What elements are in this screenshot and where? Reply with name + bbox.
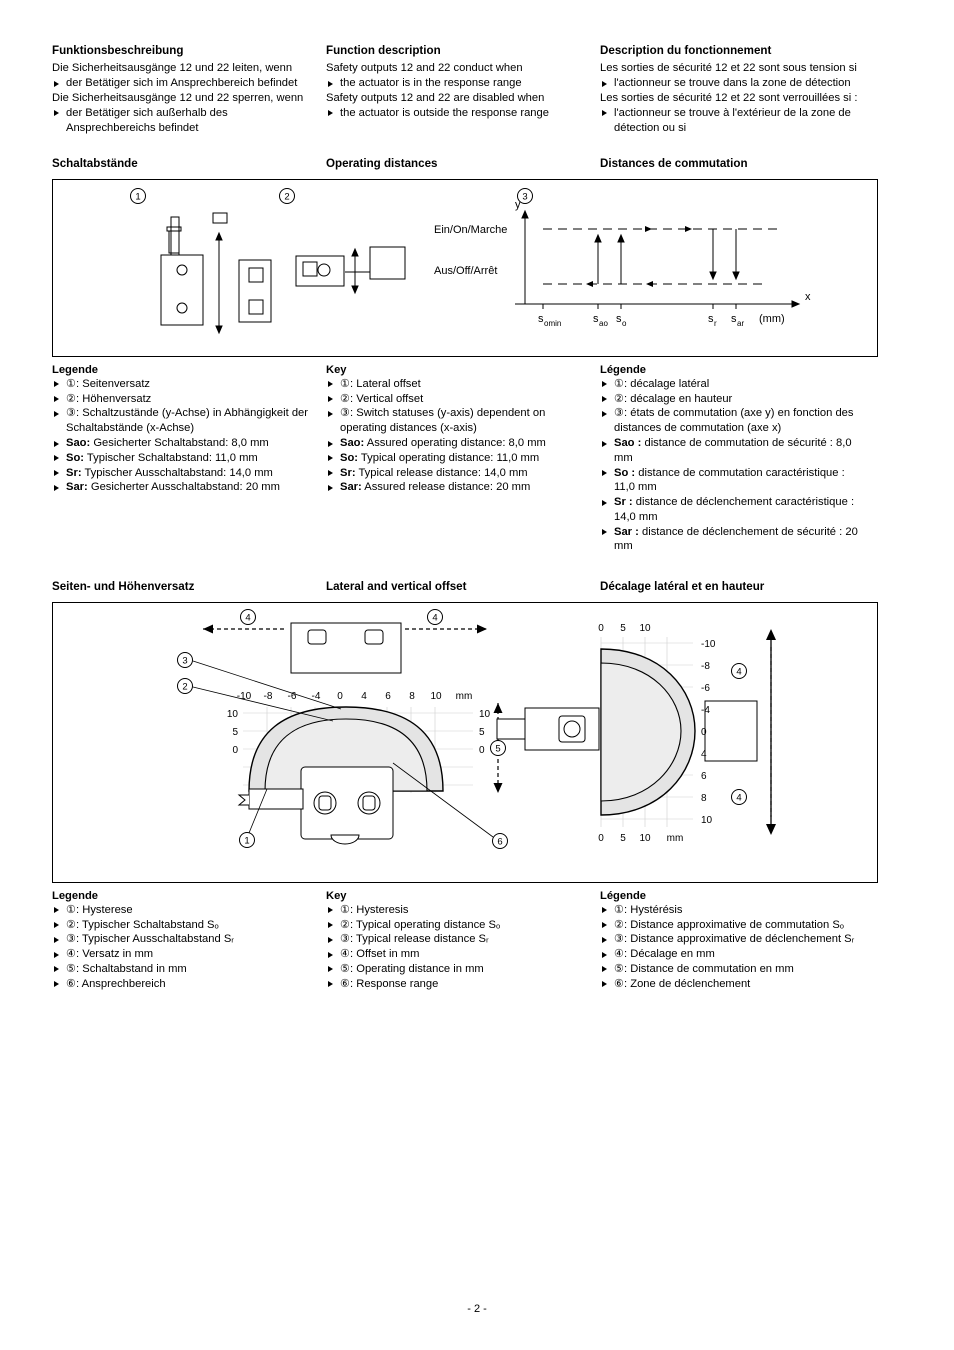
legend-german — [52, 364, 322, 554]
svg-text:o: o — [622, 318, 627, 328]
list-item: ①: Hystérésis — [600, 903, 862, 918]
svg-text:6: 6 — [701, 770, 707, 782]
heading-schaltabstaende: Schaltabstände — [52, 157, 138, 171]
list-item: l'actionneur se trouve à l'extérieur de la zone de détection ou si — [600, 106, 862, 136]
list-item: ①: Hysteresis — [326, 903, 588, 918]
paragraph-de-2: Die Sicherheitsausgänge 12 und 22 sperren, wenn — [52, 92, 304, 105]
list-item: ①: décalage latéral — [600, 377, 862, 392]
list-item: ②: Vertical offset — [326, 392, 588, 407]
operating-distances-legend — [52, 364, 878, 554]
svg-text:-10: -10 — [701, 638, 716, 650]
offset-legend-list-de — [52, 903, 314, 992]
list-item: der Betätiger sich außerhalb des Ansprechbereichs befindet — [52, 106, 314, 136]
svg-text:0: 0 — [598, 832, 604, 844]
svg-text:(mm): (mm) — [759, 312, 785, 325]
list-item: Sr : distance de déclenchement caractéristique : 14,0 mm — [600, 495, 862, 525]
function-description-section — [52, 44, 878, 135]
list-item: der Betätiger sich im Ansprechbereich befindet — [52, 76, 314, 91]
svg-text:-10: -10 — [236, 690, 252, 702]
svg-text:5: 5 — [620, 622, 626, 634]
svg-text:8: 8 — [409, 690, 415, 702]
heading-operating-distances: Operating distances — [326, 157, 438, 171]
list-item: ③: Typischer Ausschaltabstand Sᵣ — [52, 932, 314, 947]
offset-legend — [52, 890, 878, 992]
function-description-german — [52, 44, 322, 135]
list-item: So : distance de commutation caractéristique : 11,0 mm — [600, 466, 862, 496]
offset-legend-title-en: Key — [326, 889, 347, 902]
legend-list-en — [326, 377, 588, 495]
legend-list-fr — [600, 377, 862, 554]
list-item: ③: états de commutation (axe y) en fonction des distances de commutation (axe x) — [600, 406, 862, 436]
list-item: Sr: Typischer Ausschaltabstand: 14,0 mm — [52, 466, 314, 481]
offset-diagram — [53, 603, 877, 882]
list-item: So: Typischer Schaltabstand: 11,0 mm — [52, 451, 314, 466]
page-number: - 2 - — [467, 1303, 487, 1315]
list-item: ①: Seitenversatz — [52, 377, 314, 392]
list-item: Sar : distance de déclenchement de sécurité : 20 mm — [600, 525, 862, 555]
offset-figure — [52, 602, 878, 883]
list-item: ⑤: Operating distance in mm — [326, 962, 588, 977]
svg-text:4: 4 — [432, 612, 438, 624]
legend-title-en: Key — [326, 363, 347, 376]
offset-legend-german — [52, 890, 322, 992]
svg-text:10: 10 — [479, 708, 491, 720]
offset-legend-list-fr — [600, 903, 862, 992]
offset-legend-english — [326, 890, 596, 992]
legend-title-de: Legende — [52, 363, 99, 376]
svg-text:-8: -8 — [701, 660, 710, 672]
bullet-list-en-2 — [326, 106, 588, 121]
svg-text:8: 8 — [701, 792, 707, 804]
list-item: ⑥: Response range — [326, 977, 588, 992]
list-item: Sr: Typical release distance: 14,0 mm — [326, 466, 588, 481]
list-item: Sao: Gesicherter Schaltabstand: 8,0 mm — [52, 436, 314, 451]
heading-decalage-lateral: Décalage latéral et en hauteur — [600, 580, 765, 594]
svg-text:10: 10 — [639, 622, 651, 634]
list-item: ③: Distance approximative de déclenchement Sᵣ — [600, 932, 862, 947]
svg-text:mm: mm — [666, 832, 684, 844]
bullet-list-en-1 — [326, 76, 588, 91]
list-item: ⑤: Distance de commutation en mm — [600, 962, 862, 977]
svg-text:y: y — [515, 198, 521, 211]
svg-text:10: 10 — [430, 690, 442, 702]
svg-text:s: s — [538, 312, 544, 325]
heading-distances-commutation: Distances de commutation — [600, 157, 748, 171]
svg-text:0: 0 — [701, 726, 707, 738]
list-item: the actuator is in the response range — [326, 76, 588, 91]
bullet-list-de-2 — [52, 106, 314, 136]
svg-text:5: 5 — [479, 726, 485, 738]
svg-text:1: 1 — [135, 191, 141, 203]
svg-text:10: 10 — [226, 708, 238, 720]
svg-text:Aus/Off/Arrêt: Aus/Off/Arrêt — [434, 264, 498, 277]
list-item: ①: Hysterese — [52, 903, 314, 918]
list-item: ④: Offset in mm — [326, 947, 588, 962]
offset-headings — [52, 580, 878, 597]
list-item: ②: Typischer Schaltabstand Sₒ — [52, 918, 314, 933]
svg-text:x: x — [805, 290, 811, 303]
svg-text:s: s — [731, 312, 737, 325]
document-page — [52, 44, 878, 991]
list-item: ①: Lateral offset — [326, 377, 588, 392]
svg-text:ar: ar — [737, 318, 745, 328]
svg-text:Ein/On/Marche: Ein/On/Marche — [434, 223, 508, 236]
svg-text:-4: -4 — [701, 704, 710, 716]
list-item: So: Typical operating distance: 11,0 mm — [326, 451, 588, 466]
svg-text:2: 2 — [284, 191, 290, 203]
list-item: ②: Distance approximative de commutation Sₒ — [600, 918, 862, 933]
svg-text:1: 1 — [244, 835, 250, 847]
paragraph-en-1: Safety outputs 12 and 22 conduct when — [326, 62, 523, 75]
offset-legend-french — [600, 890, 870, 992]
svg-text:s: s — [616, 312, 622, 325]
list-item: l'actionneur se trouve dans la zone de détection — [600, 76, 862, 91]
svg-text:5: 5 — [232, 726, 238, 738]
list-item: ④: Décalage en mm — [600, 947, 862, 962]
list-item: ②: Höhenversatz — [52, 392, 314, 407]
svg-text:r: r — [714, 318, 717, 328]
paragraph-en-2: Safety outputs 12 and 22 are disabled when — [326, 92, 545, 105]
offset-legend-list-en — [326, 903, 588, 992]
svg-text:-6: -6 — [287, 690, 297, 702]
list-item: Sar: Gesicherter Ausschaltabstand: 20 mm — [52, 480, 314, 495]
operating-distances-diagram — [53, 180, 877, 356]
operating-distances-figure — [52, 179, 878, 357]
svg-text:4: 4 — [701, 748, 707, 760]
offset-legend-title-fr: Légende — [600, 889, 647, 902]
svg-text:4: 4 — [361, 690, 367, 702]
svg-text:mm: mm — [455, 690, 473, 702]
svg-text:10: 10 — [701, 814, 713, 826]
heading-funktionsbeschreibung: Funktionsbeschreibung — [52, 44, 184, 57]
list-item: Sao: Assured operating distance: 8,0 mm — [326, 436, 588, 451]
bullet-list-fr-1 — [600, 76, 862, 91]
svg-text:5: 5 — [620, 832, 626, 844]
svg-text:5: 5 — [495, 743, 501, 755]
heading-description-fonctionnement: Description du fonctionnement — [600, 44, 772, 57]
paragraph-fr-2: Les sorties de sécurité 12 et 22 sont verrouillées si : — [600, 92, 858, 105]
svg-text:-4: -4 — [311, 690, 321, 702]
svg-text:0: 0 — [232, 744, 238, 756]
svg-text:6: 6 — [497, 836, 503, 848]
svg-text:-6: -6 — [701, 682, 710, 694]
paragraph-fr-1: Les sorties de sécurité 12 et 22 sont sous tension si — [600, 62, 857, 75]
list-item: ③: Schaltzustände (y-Achse) in Abhängigkeit der Schaltabstände (x-Achse) — [52, 406, 314, 436]
heading-lateral-vertical-offset: Lateral and vertical offset — [326, 580, 467, 594]
function-description-english — [326, 44, 596, 135]
list-item: ⑥: Ansprechbereich — [52, 977, 314, 992]
operating-distances-headings — [52, 157, 878, 174]
legend-french — [600, 364, 870, 554]
svg-text:3: 3 — [522, 191, 528, 203]
bullet-list-fr-2 — [600, 106, 862, 136]
svg-text:2: 2 — [182, 681, 188, 693]
svg-text:3: 3 — [182, 655, 188, 667]
bullet-list-de-1 — [52, 76, 314, 91]
svg-text:s: s — [708, 312, 714, 325]
offset-legend-title-de: Legende — [52, 889, 99, 902]
list-item: ④: Versatz in mm — [52, 947, 314, 962]
list-item: ②: décalage en hauteur — [600, 392, 862, 407]
svg-text:omin: omin — [544, 318, 562, 328]
svg-text:6: 6 — [385, 690, 391, 702]
legend-title-fr: Légende — [600, 363, 647, 376]
legend-english — [326, 364, 596, 554]
list-item: Sao : distance de commutation de sécurité : 8,0 mm — [600, 436, 862, 466]
list-item: ③: Switch statuses (y-axis) dependent on operating distances (x-axis) — [326, 406, 588, 436]
list-item: the actuator is outside the response range — [326, 106, 588, 121]
list-item: ⑤: Schaltabstand in mm — [52, 962, 314, 977]
svg-text:0: 0 — [598, 622, 604, 634]
svg-text:ao: ao — [599, 318, 608, 328]
svg-text:10: 10 — [639, 832, 651, 844]
list-item: Sar: Assured release distance: 20 mm — [326, 480, 588, 495]
svg-text:0: 0 — [479, 744, 485, 756]
svg-text:4: 4 — [736, 792, 742, 804]
svg-text:-8: -8 — [263, 690, 273, 702]
svg-text:4: 4 — [736, 666, 742, 678]
svg-text:0: 0 — [337, 690, 343, 702]
list-item: ②: Typical operating distance Sₒ — [326, 918, 588, 933]
svg-text:s: s — [593, 312, 599, 325]
legend-list-de — [52, 377, 314, 495]
list-item: ③: Typical release distance Sᵣ — [326, 932, 588, 947]
heading-seiten-hoehenversatz: Seiten- und Höhenversatz — [52, 580, 195, 594]
svg-text:4: 4 — [245, 612, 251, 624]
function-description-french — [600, 44, 870, 135]
paragraph-de-1: Die Sicherheitsausgänge 12 und 22 leiten, wenn — [52, 62, 293, 75]
heading-function-description: Function description — [326, 44, 441, 57]
list-item: ⑥: Zone de déclenchement — [600, 977, 862, 992]
